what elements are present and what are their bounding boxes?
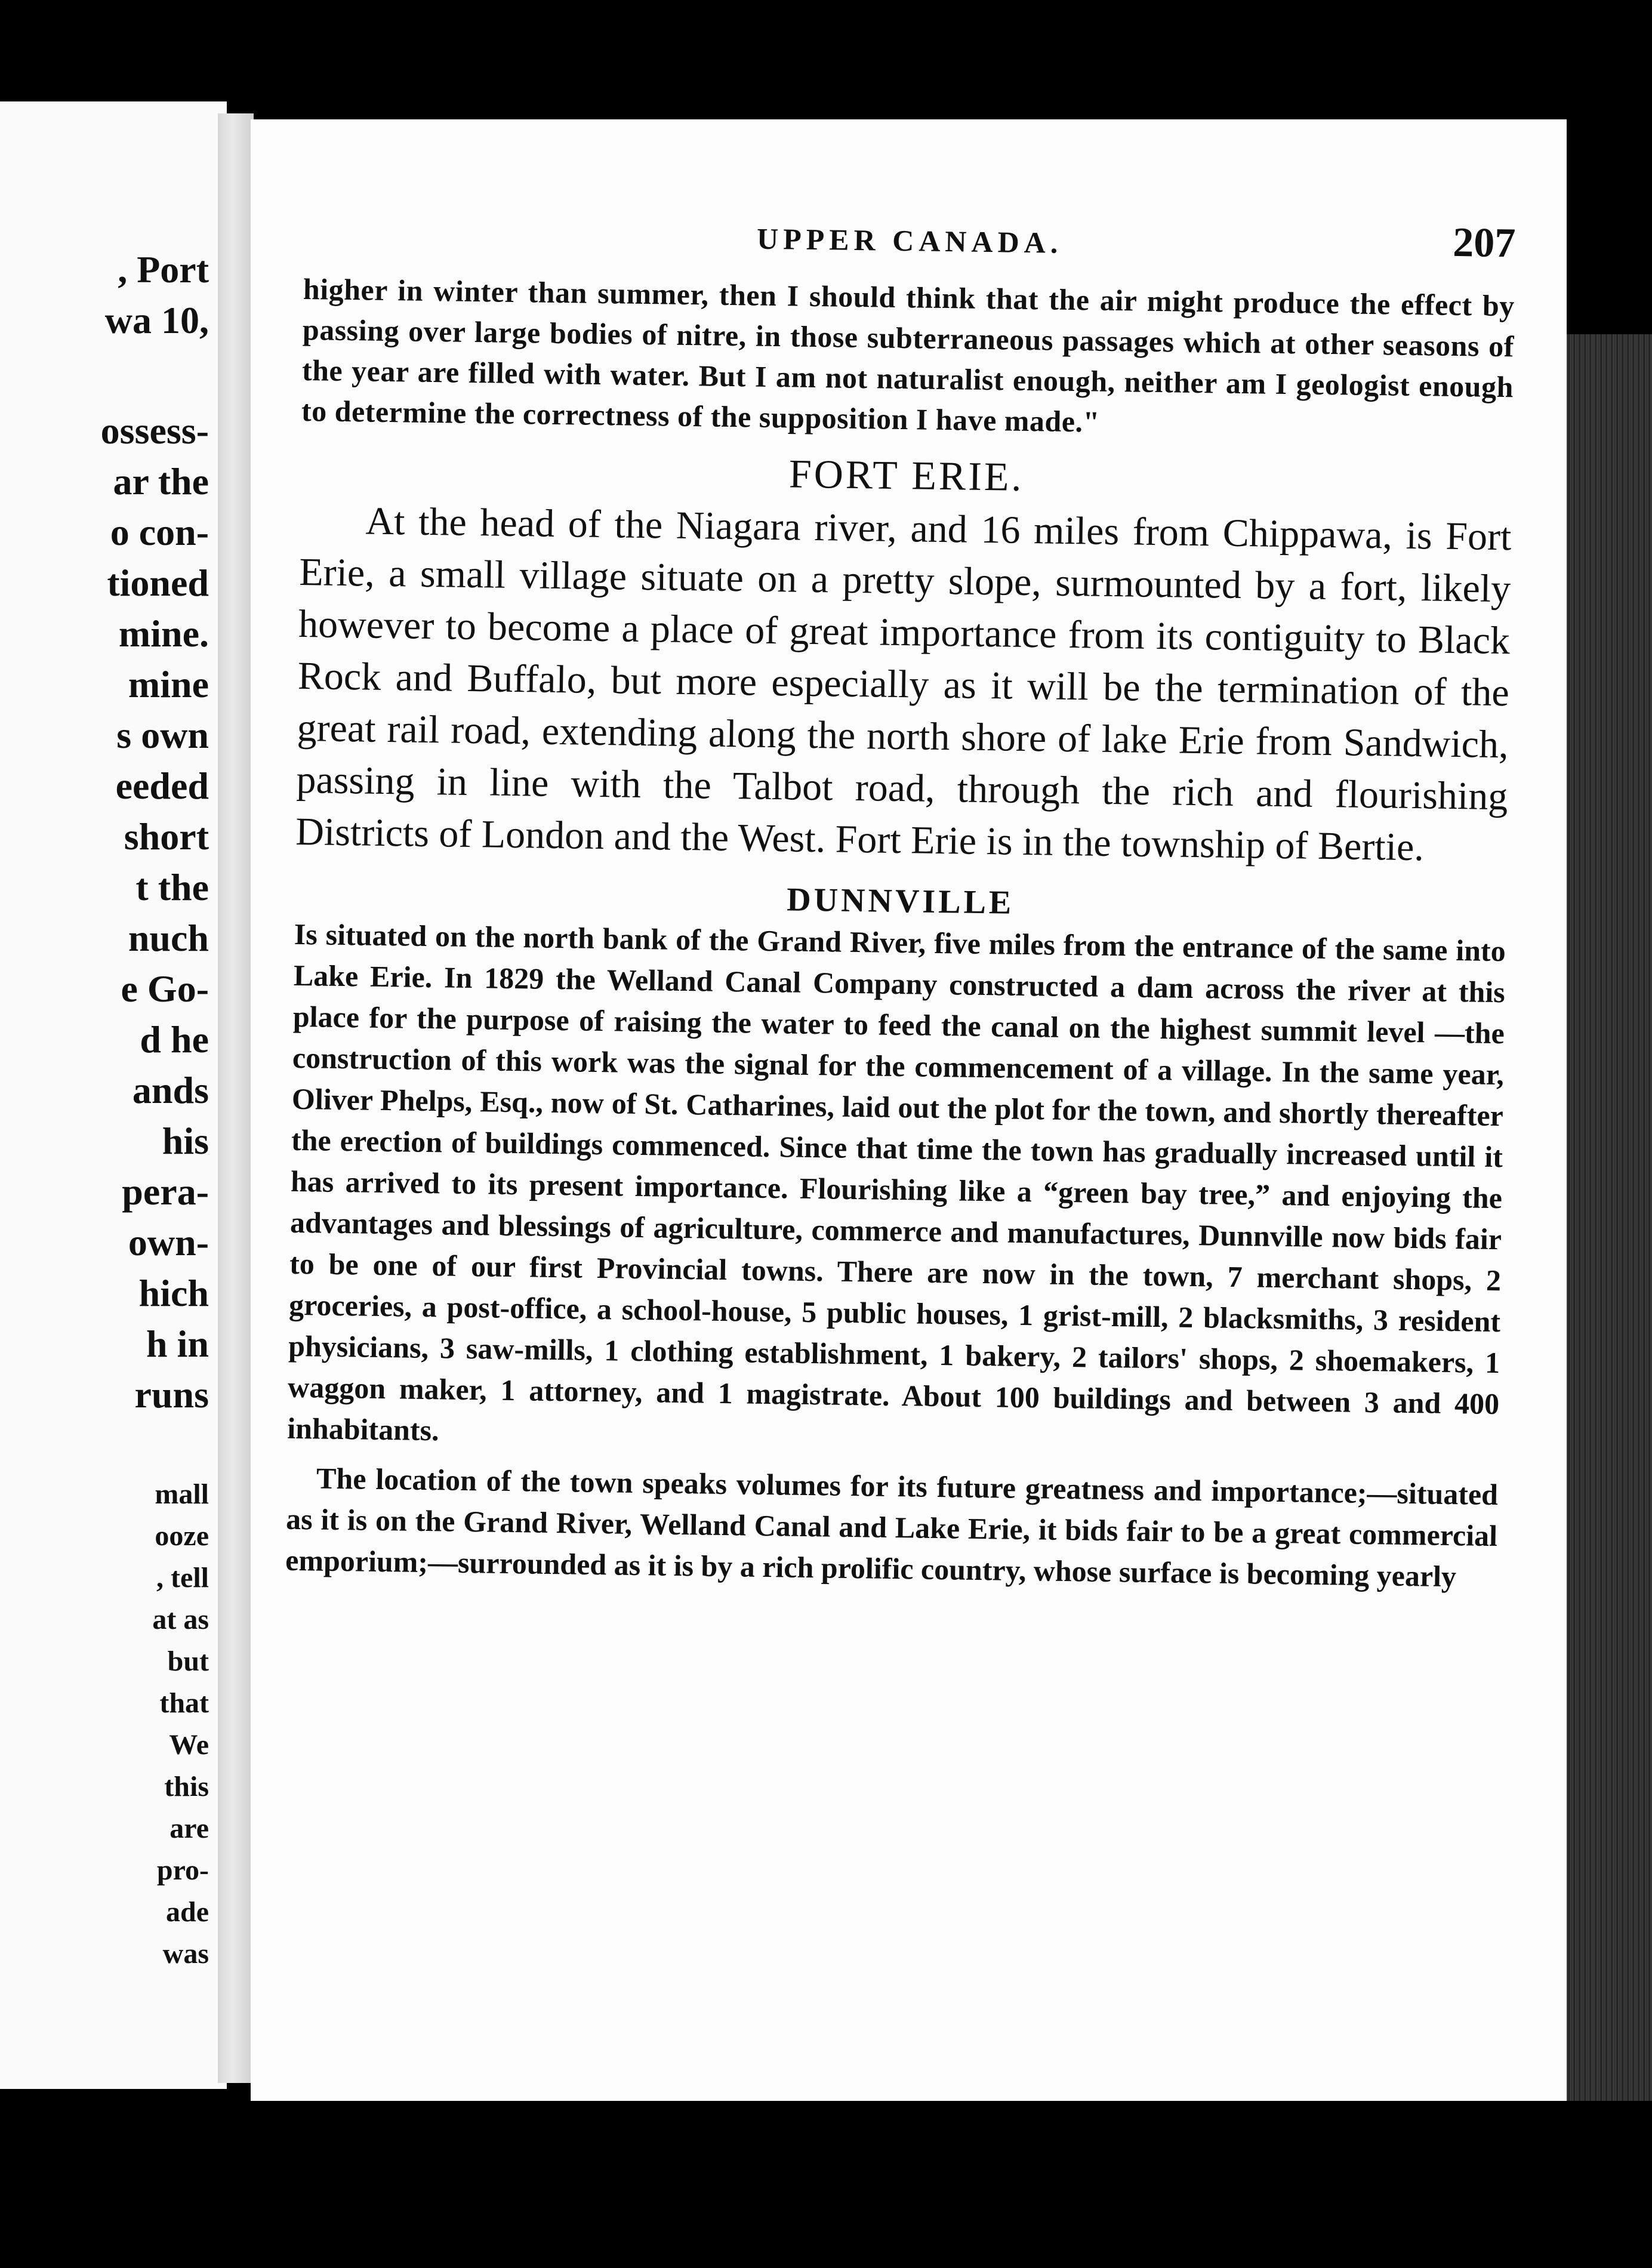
left-page-line: tioned: [107, 562, 209, 604]
page-number: 207: [1452, 219, 1516, 267]
left-page-line: ar the: [113, 460, 209, 503]
left-page-line: eeded: [115, 765, 209, 807]
left-page-line: wa 10,: [104, 299, 209, 341]
left-page-line: ossess-: [100, 409, 209, 452]
section-heading-dunnville: DUNNVILLE: [786, 881, 1015, 922]
book-gutter: [218, 113, 254, 2083]
left-page-line: but: [167, 1645, 209, 1677]
left-page-line: at as: [152, 1604, 209, 1635]
running-head: UPPER CANADA.: [756, 221, 1063, 260]
left-page-line: his: [162, 1120, 209, 1162]
left-page-line: short: [124, 815, 209, 858]
left-page-line: pro-: [156, 1854, 209, 1886]
left-page-line: mine.: [118, 612, 209, 655]
left-page-line: was: [162, 1938, 209, 1970]
left-page-line: pera-: [122, 1170, 209, 1213]
section-heading-fort-erie: FORT ERIE.: [788, 451, 1025, 500]
left-page-line: mall: [155, 1478, 209, 1510]
fort-erie-paragraph: At the head of the Niagara river, and 16 miles from Chippawa, is Fort Erie, a small village situate on a pretty slope, surmounted by a fort, likely however to become a place of great importance from its contiguity to Black Rock and Buffalo, but more especially as it will be the termination of the great rail road, extending along the north shore of lake Erie from Sandwich, passing in line with the Talbot road, through the rich and flourishing Districts of London and the West. Fort Erie is in the township of Bertie.: [295, 499, 1512, 870]
left-page-line: own-: [128, 1221, 209, 1264]
left-page-line: hich: [138, 1272, 209, 1314]
left-page-line: o con-: [110, 511, 209, 553]
left-page-line: t the: [135, 866, 209, 908]
quote-paragraph: higher in winter than summer, then I should think that the air might produce the effect by passing over large bodies of nitre, in those subterraneous passages which at other seasons of the year are filled with water. But I am not naturalist enough, neither am I geologist enough to determine the correctness of the supposition I have made.": [301, 272, 1515, 439]
location-paragraph: The location of the town speaks volumes for its future greatness and importance;—situated as it is on the Grand River, Welland Canal and Lake Erie, it bids fair to be a great commercial emporium;—surrounded as it is by a rich prolific country, whose surface is becoming yearly: [285, 1461, 1499, 1594]
left-page-line: s own: [116, 714, 209, 756]
page-content: [279, 203, 1516, 2070]
left-page-line: that: [159, 1687, 209, 1719]
left-page-line: this: [164, 1771, 209, 1802]
left-page-line: d he: [140, 1018, 209, 1061]
left-page-line: ade: [166, 1896, 209, 1928]
left-page-line: ands: [132, 1069, 209, 1111]
left-page-line: nuch: [128, 917, 209, 959]
left-facing-page: [0, 101, 227, 2089]
left-page-line: , tell: [156, 1562, 209, 1594]
dunnville-paragraph: Is situated on the north bank of the Grand River, five miles from the entrance of the same into Lake Erie. In 1829 the Welland Canal Company constructed a dam across the river at this place for the purpose of raising the water to feed the canal on the highest summit level —the construction of this work was the signal for the commencement of a village. In the same year, Oliver Phelps, Esq., now of St. Catharines, laid out the plot for the town, and shortly thereafter the erection of buildings commenced. Since that time the town has gradually increased until it has arrived to its present importance. Flourishing like a “green bay tree,” and enjoying the advantages and blessings of agriculture, commerce and manufactures, Dunnville now bids fair to be one of our first Provincial towns. There are now in the town, 7 merchant shops, 2 groceries, a post-office, a school-house, 5 public houses, 1 grist-mill, 2 blacksmiths, 3 resident physicians, 3 saw-mills, 1 clothing establishment, 1 bakery, 2 tailors' shops, 2 shoemakers, 1 waggon maker, 1 attorney, and 1 magistrate. About 100 buildings and between 3 and 400 inhabitants.: [286, 917, 1506, 1447]
left-page-line: mine: [128, 663, 209, 705]
left-page-line: , Port: [118, 248, 209, 291]
left-page-line: h in: [146, 1323, 209, 1365]
left-page-line: e Go-: [121, 967, 209, 1010]
left-page-line: are: [169, 1813, 209, 1844]
left-page-line: ooze: [155, 1520, 209, 1552]
book-page: [251, 119, 1567, 2101]
left-page-line: We: [169, 1729, 209, 1761]
left-page-line: runs: [134, 1373, 209, 1416]
